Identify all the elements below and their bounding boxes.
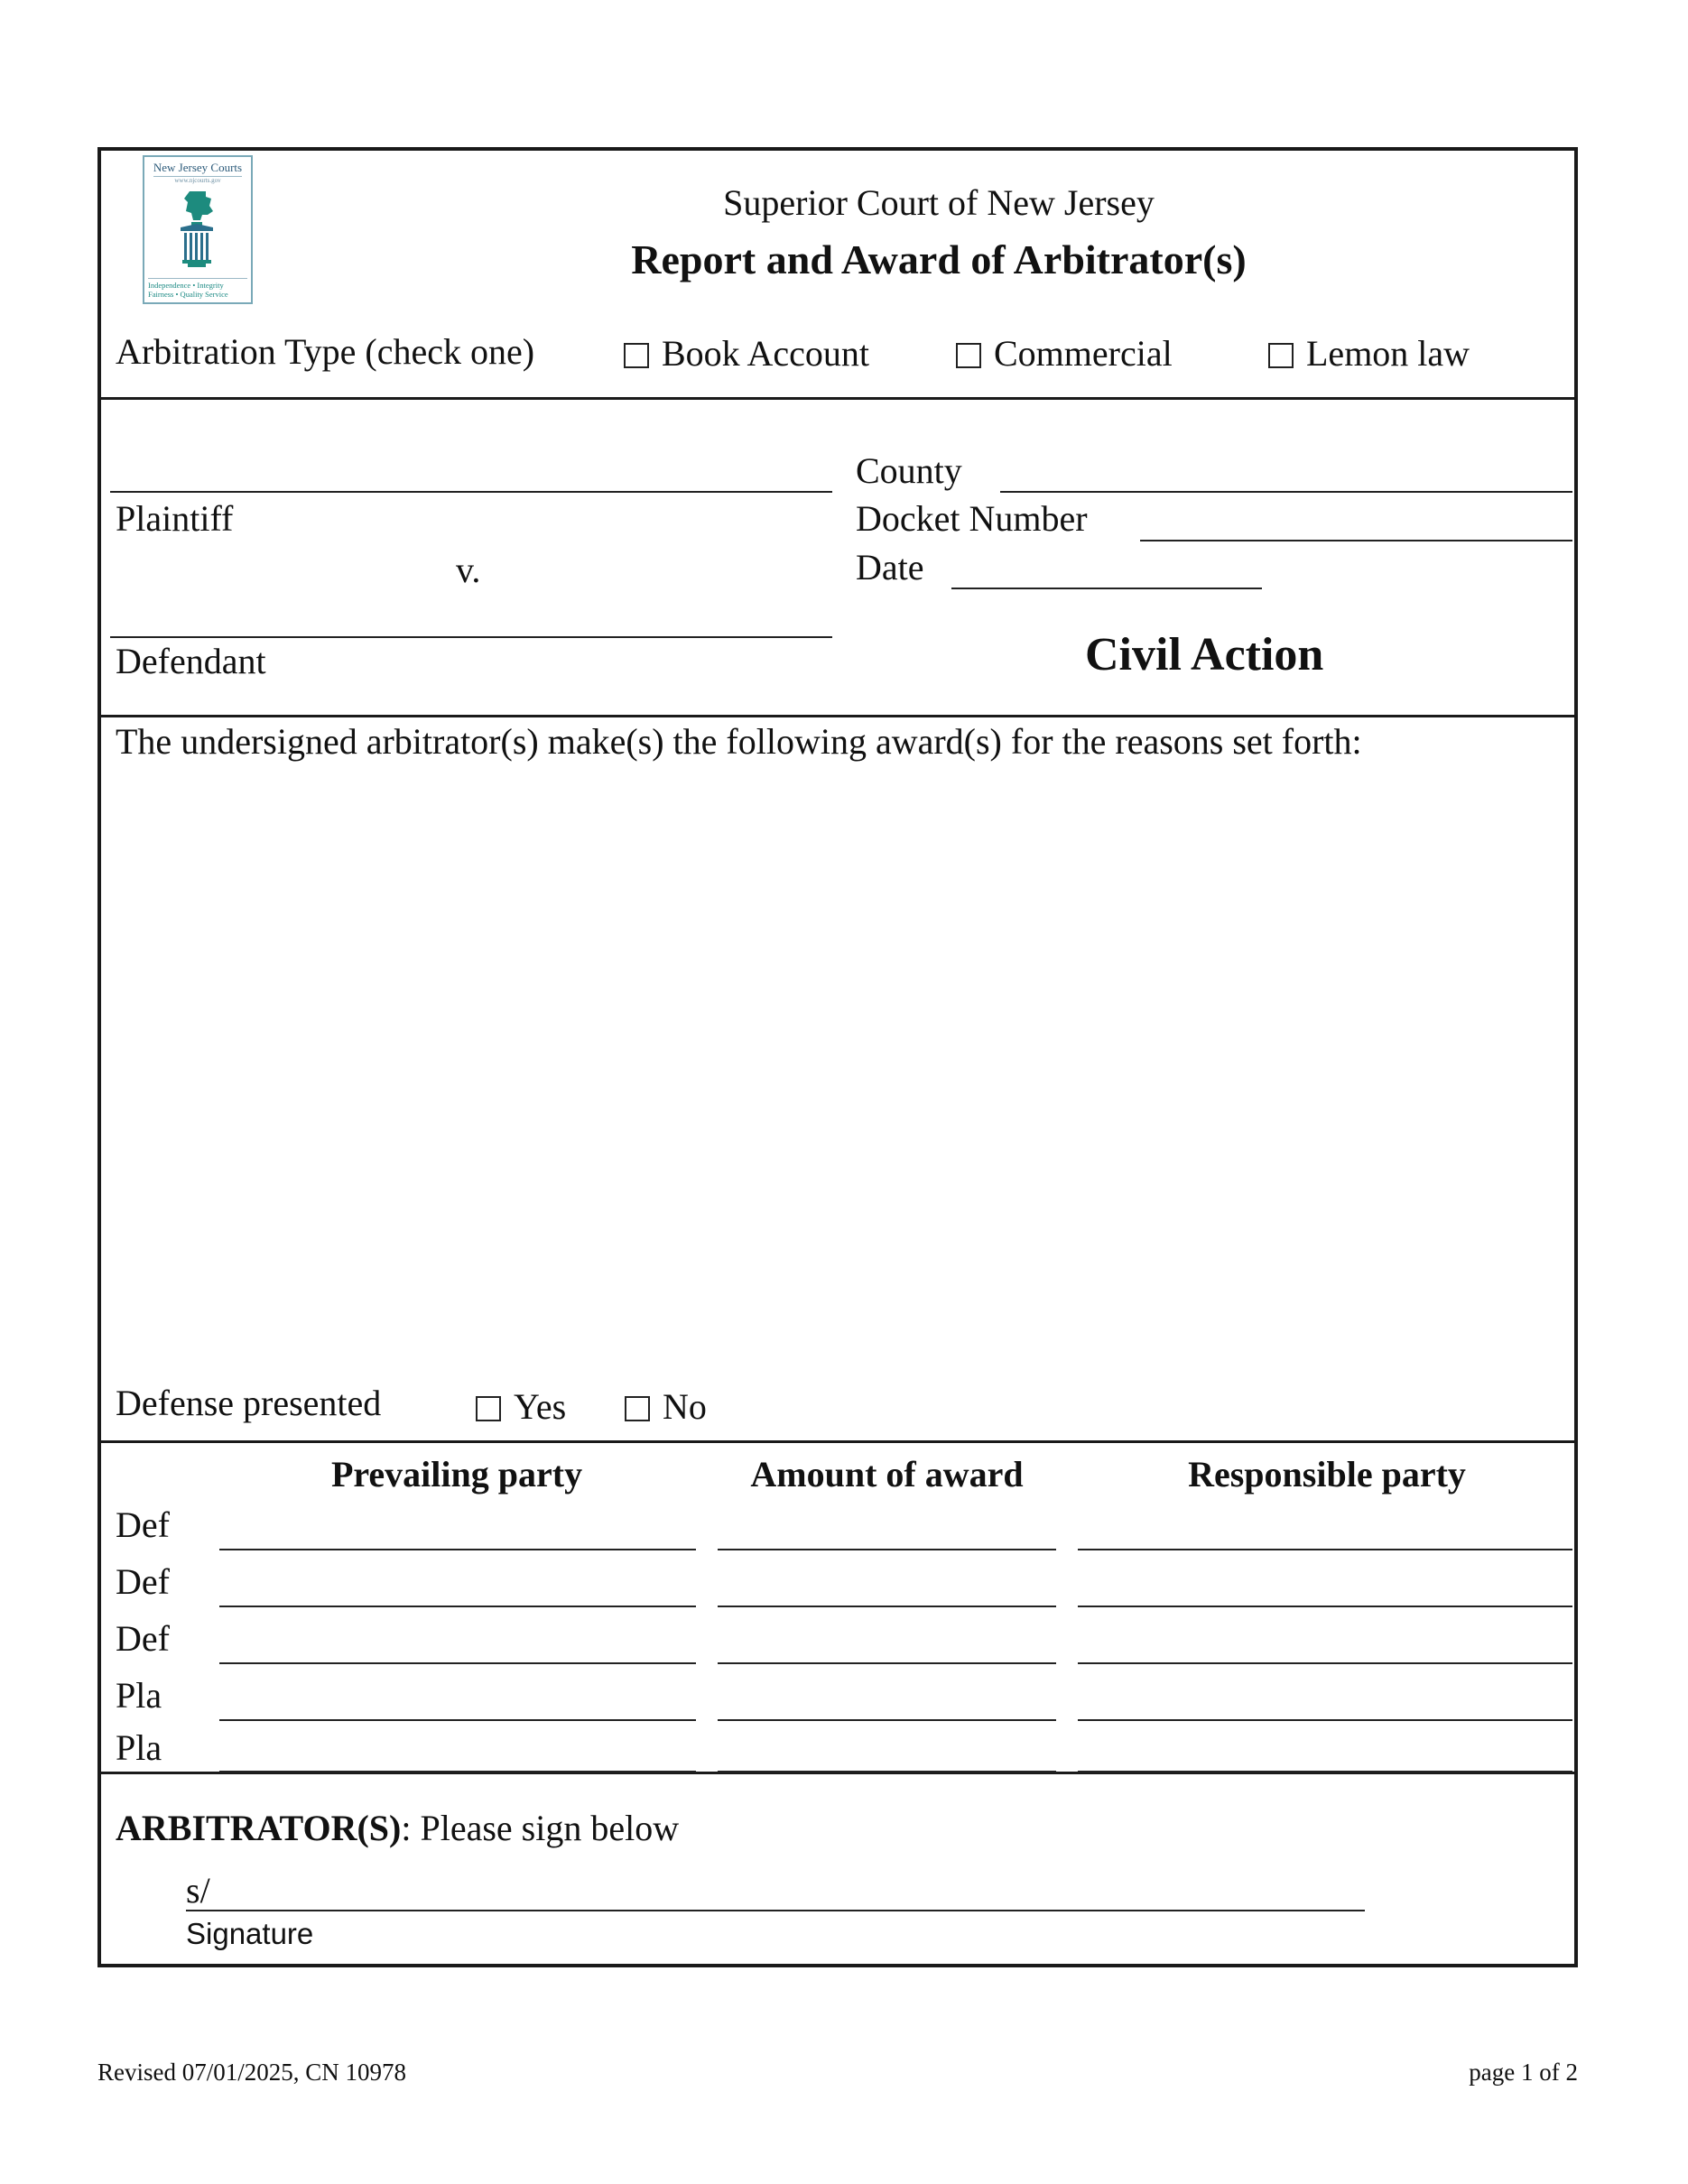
signature-line[interactable] [186, 1910, 1365, 1911]
arbitration-type-label: Arbitration Type (check one) [116, 331, 535, 372]
commercial-checkbox[interactable] [956, 343, 981, 368]
defendant-name-line[interactable] [110, 636, 832, 638]
defense-yes-option[interactable] [476, 1386, 567, 1427]
prevailing-party-field-5[interactable] [219, 1771, 696, 1772]
row-label-def-3: Def [116, 1618, 170, 1659]
award-reasons-area[interactable] [110, 776, 1572, 1363]
defense-yes-label: Yes [514, 1386, 567, 1427]
divider-caption [97, 715, 1578, 717]
amount-field-1[interactable] [718, 1549, 1056, 1550]
amount-field-3[interactable] [718, 1662, 1056, 1664]
court-name: Superior Court of New Jersey [723, 182, 1155, 223]
revision-note: Revised 07/01/2025, CN 10978 [97, 2059, 406, 2086]
book-account-label: Book Account [662, 333, 869, 374]
responsible-party-field-4[interactable] [1078, 1719, 1572, 1721]
row-label-def-1: Def [116, 1504, 170, 1545]
responsible-party-field-5[interactable] [1078, 1771, 1572, 1772]
signature-label: Signature [186, 1917, 314, 1950]
prevailing-party-field-2[interactable] [219, 1606, 696, 1607]
row-label-pla-2: Pla [116, 1727, 162, 1768]
award-intro: The undersigned arbitrator(s) make(s) the following award(s) for the reasons set forth: [116, 721, 1362, 762]
county-field[interactable] [1000, 491, 1572, 493]
signature-prefix: s/ [186, 1870, 210, 1911]
docket-number-label: Docket Number [856, 498, 1088, 539]
county-label: County [856, 450, 962, 491]
defense-no-option[interactable] [625, 1386, 707, 1427]
plaintiff-name-line[interactable] [110, 491, 832, 493]
header-responsible-party: Responsible party [1188, 1454, 1466, 1495]
lemon-law-checkbox[interactable] [1268, 343, 1294, 368]
civil-action-heading: Civil Action [1085, 629, 1324, 680]
prevailing-party-field-1[interactable] [219, 1549, 696, 1550]
arbitrator-sign-heading [116, 1810, 679, 1846]
logo-url: www.njcourts.gov [153, 176, 242, 184]
logo-title: New Jersey Courts [153, 161, 243, 174]
docket-number-field[interactable] [1140, 540, 1572, 541]
divider-award [97, 1440, 1578, 1443]
page-title: Report and Award of Arbitrator(s) [631, 236, 1247, 282]
defense-yes-checkbox[interactable] [476, 1396, 501, 1421]
option-commercial[interactable] [956, 333, 1173, 374]
arbitrator-heading-bold: ARBITRATOR(S) [116, 1808, 402, 1848]
responsible-party-field-1[interactable] [1078, 1549, 1572, 1550]
header-prevailing-party: Prevailing party [330, 1454, 583, 1495]
defense-presented-label: Defense presented [116, 1383, 382, 1423]
lemon-law-label: Lemon law [1306, 333, 1470, 374]
defense-no-label: No [663, 1386, 707, 1427]
responsible-party-field-2[interactable] [1078, 1606, 1572, 1607]
logo-tagline-1: Independence • Integrity [148, 280, 224, 290]
commercial-label: Commercial [994, 333, 1173, 374]
plaintiff-label: Plaintiff [116, 498, 234, 539]
date-field[interactable] [951, 588, 1262, 589]
row-label-def-2: Def [116, 1561, 170, 1602]
option-lemon-law[interactable] [1268, 333, 1470, 374]
nj-state-pillar-icon [170, 188, 224, 271]
header-amount-of-award: Amount of award [750, 1454, 1024, 1495]
date-label: Date [856, 547, 924, 588]
divider-header [97, 397, 1578, 400]
responsible-party-field-3[interactable] [1078, 1662, 1572, 1664]
logo-tagline-2: Fairness • Quality Service [148, 289, 228, 299]
defense-no-checkbox[interactable] [625, 1396, 650, 1421]
option-book-account[interactable] [624, 333, 869, 374]
row-label-pla-1: Pla [116, 1675, 162, 1716]
amount-field-5[interactable] [718, 1771, 1056, 1772]
versus-text: v. [456, 550, 481, 590]
nj-courts-logo [143, 155, 253, 304]
prevailing-party-field-4[interactable] [219, 1719, 696, 1721]
defendant-label: Defendant [116, 641, 266, 681]
amount-field-4[interactable] [718, 1719, 1056, 1721]
page-number: page 1 of 2 [1469, 2059, 1578, 2086]
book-account-checkbox[interactable] [624, 343, 649, 368]
amount-field-2[interactable] [718, 1606, 1056, 1607]
arbitrator-heading-rest: : Please sign below [401, 1808, 680, 1848]
prevailing-party-field-3[interactable] [219, 1662, 696, 1664]
